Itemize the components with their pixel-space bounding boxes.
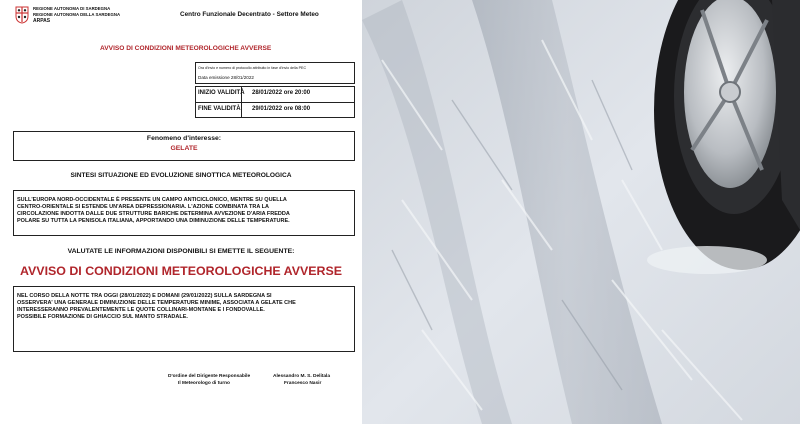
wheel-hub: [720, 82, 740, 102]
signature-name-1: Alessandro M. S. Delitala: [273, 374, 331, 379]
synthesis-line-1: SULL'EUROPA NORD-OCCIDENTALE È PRESENTE UN CAMPO ANTICICLONICO, MENTRE SU QUELLA: [17, 197, 287, 203]
alert-big-title: AVVISO DI CONDIZIONI METEOROLOGICHE AVVERSE: [20, 264, 342, 278]
signature-order-line: D'ordine del Dirigente Responsabile: [168, 374, 251, 379]
sardinia-coat-of-arms-logo: [15, 6, 29, 24]
bulletin-title: AVVISO DI CONDIZIONI METEOROLOGICHE AVVERSE: [100, 45, 272, 52]
icy-road-illustration: [362, 0, 800, 424]
weather-bulletin: [0, 0, 362, 424]
phenomenon-label: Fenomeno d'interesse:: [146, 135, 222, 142]
synthesis-line-2: CENTRO-ORIENTALE SI ESTENDE UN'AREA DEPRESSIONARIA. L'AZIONE COMBINATA TRA LA: [17, 204, 269, 210]
synthesis-line-4: POLARE SU TUTTA LA PENISOLA ITALIANA, APPORTANDO UNA DIMINUZIONE DELLE TEMPERATURE.: [17, 218, 290, 224]
org-line-2: REGIONE AUTONOMA DELLA SARDEGNA: [33, 12, 121, 17]
center-title: Centro Funzionale Decentrato - Settore Meteo: [180, 11, 319, 18]
protocol-note: Ora d'invio e numero di protocollo attribuito in fase d'invio della PEC: [198, 66, 307, 70]
protocol-box: [195, 62, 355, 84]
signature-role-line: Il Meteorologo di turno: [178, 381, 230, 386]
validity-end-value: 29/01/2022 ore 08:00: [252, 106, 311, 112]
forecast-line-2: OSSERVERA' UNA GENERALE DIMINUZIONE DELLE TEMPERATURE MINIME, ASSOCIATA A GELATE CHE: [17, 300, 296, 306]
org-line-3: ARPAS: [33, 18, 51, 24]
validity-start-label: INIZIO VALIDITÀ: [198, 90, 245, 96]
phenomenon-box: [13, 131, 355, 161]
validity-table: [195, 86, 355, 118]
synthesis-title: SINTESI SITUAZIONE ED EVOLUZIONE SINOTTICA METEOROLOGICA: [70, 172, 292, 179]
icy-road-photo: [362, 0, 800, 424]
snow-spray: [647, 246, 767, 274]
forecast-line-4: POSSIBILE FORMAZIONE DI GHIACCIO SUL MANTO STRADALE.: [17, 314, 188, 320]
phenomenon-value: GELATE: [170, 145, 198, 152]
forecast-line-3: INTERESSERANNO PREVALENTEMENTE LE QUOTE COLLINARI-MONTANE E I FONDOVALLE.: [17, 307, 265, 313]
forecast-line-1: NEL CORSO DELLA NOTTE TRA OGGI (28/01/2022) E DOMANI (29/01/2022) SULLA SARDEGNA SI: [17, 293, 272, 299]
synthesis-line-3: CIRCOLAZIONE INDOTTA DALLE DUE STRUTTURE BARICHE DETERMINA AVVEZIONE D'ARIA FREDDA: [17, 211, 290, 217]
validity-end-label: FINE VALIDITÀ: [198, 106, 241, 112]
synthesis-box: [13, 190, 355, 236]
signature-name-2: Francesco Nasir: [284, 381, 322, 386]
forecast-box: [13, 286, 355, 352]
validity-divider: [196, 102, 354, 103]
org-line-1: REGIONE AUTONOMA DI SARDEGNA: [33, 6, 111, 11]
emission-date: Data emissione 28/01/2022: [198, 75, 254, 80]
validity-start-value: 28/01/2022 ore 20:00: [252, 90, 311, 96]
evaluation-line: VALUTATE LE INFORMAZIONI DISPONIBILI SI EMETTE IL SEGUENTE:: [67, 248, 295, 255]
